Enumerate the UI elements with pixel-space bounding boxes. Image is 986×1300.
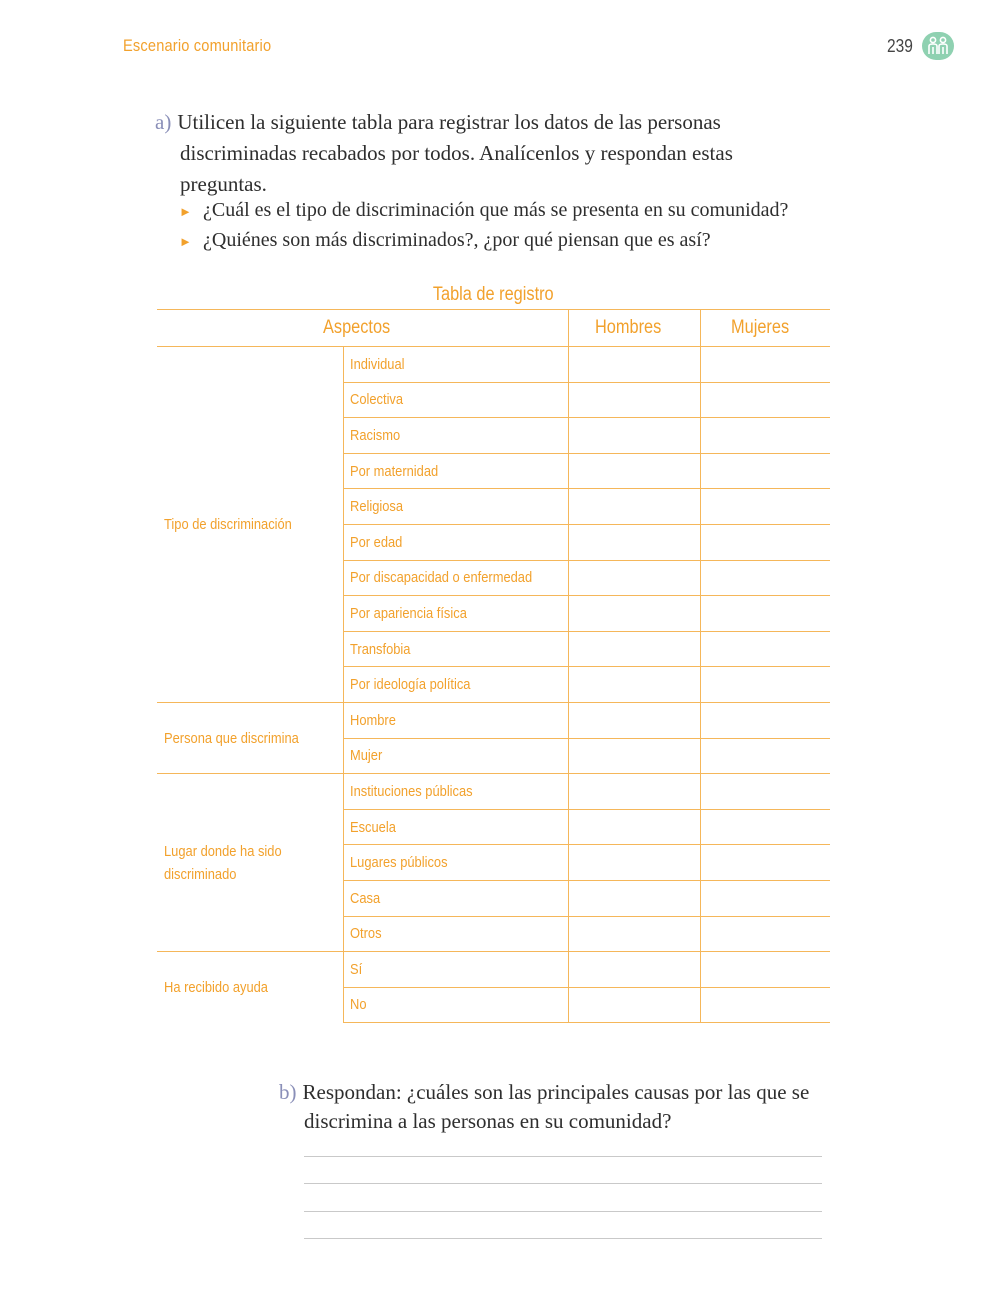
activity-b bbox=[279, 1078, 819, 1136]
people-icon bbox=[922, 32, 954, 60]
aspect-label: Colectiva bbox=[349, 391, 403, 409]
triangle-bullet-icon: ► bbox=[179, 234, 192, 249]
header-aspects: Aspectos bbox=[157, 310, 568, 347]
aspect-label: Lugares públicos bbox=[349, 854, 448, 872]
group-label-text: Tipo de discriminación bbox=[164, 515, 292, 533]
men-cell[interactable] bbox=[568, 916, 700, 952]
aspect-cell bbox=[343, 809, 568, 845]
question-list bbox=[179, 196, 788, 256]
men-cell[interactable] bbox=[568, 347, 700, 383]
aspect-label: Transfobia bbox=[349, 640, 410, 658]
aspect-cell bbox=[343, 418, 568, 454]
table-row bbox=[157, 952, 830, 988]
aspect-label: Casa bbox=[349, 889, 380, 907]
group-label bbox=[157, 952, 343, 1023]
section-title: Escenario comunitario bbox=[123, 36, 272, 55]
answer-line[interactable] bbox=[304, 1238, 822, 1239]
men-cell[interactable] bbox=[568, 418, 700, 454]
women-cell[interactable] bbox=[700, 596, 830, 632]
women-cell[interactable] bbox=[700, 382, 830, 418]
group-label-text: Persona que discrimina bbox=[164, 729, 299, 747]
table-caption-text: Tabla de registro bbox=[432, 284, 554, 305]
men-cell[interactable] bbox=[568, 631, 700, 667]
aspect-cell bbox=[343, 382, 568, 418]
question-text: ¿Quiénes son más discriminados?, ¿por qué piensan que es así? bbox=[203, 229, 711, 251]
men-cell[interactable] bbox=[568, 489, 700, 525]
group-label-text: Ha recibido ayuda bbox=[164, 978, 268, 996]
aspect-label: Por discapacidad o enfermedad bbox=[349, 569, 532, 587]
aspect-cell bbox=[343, 774, 568, 810]
activity-a-line: discriminadas recabados por todos. Analícenlos y respondan estas bbox=[180, 141, 733, 165]
women-cell[interactable] bbox=[700, 347, 830, 383]
aspect-label: Por apariencia física bbox=[349, 604, 467, 622]
women-cell[interactable] bbox=[700, 453, 830, 489]
women-cell[interactable] bbox=[700, 987, 830, 1023]
registration-table bbox=[157, 309, 830, 1023]
header-men: Hombres bbox=[568, 310, 700, 347]
activity-b-letter: b) bbox=[279, 1080, 297, 1104]
men-cell[interactable] bbox=[568, 453, 700, 489]
men-cell[interactable] bbox=[568, 774, 700, 810]
men-cell[interactable] bbox=[568, 809, 700, 845]
aspect-cell bbox=[343, 631, 568, 667]
aspect-label: Sí bbox=[349, 960, 362, 978]
question-text: ¿Cuál es el tipo de discriminación que más se presenta en su comunidad? bbox=[203, 199, 789, 221]
group-label bbox=[157, 702, 343, 773]
page-number: 239 bbox=[887, 36, 913, 56]
aspect-label: Instituciones públicas bbox=[349, 782, 473, 800]
aspect-cell bbox=[343, 524, 568, 560]
activity-a bbox=[155, 107, 795, 200]
activity-a-letter: a) bbox=[155, 110, 172, 134]
aspect-label: Escuela bbox=[349, 818, 396, 836]
aspect-cell bbox=[343, 916, 568, 952]
men-cell[interactable] bbox=[568, 560, 700, 596]
women-cell[interactable] bbox=[700, 489, 830, 525]
aspect-cell bbox=[343, 560, 568, 596]
aspect-label: No bbox=[349, 996, 367, 1014]
aspect-label: Por ideología política bbox=[349, 676, 470, 694]
aspect-cell bbox=[343, 845, 568, 881]
aspect-label: Otros bbox=[349, 925, 382, 943]
aspect-label: Mujer bbox=[349, 747, 382, 765]
women-cell[interactable] bbox=[700, 524, 830, 560]
aspect-cell bbox=[343, 347, 568, 383]
men-cell[interactable] bbox=[568, 702, 700, 738]
aspect-label: Por maternidad bbox=[349, 462, 438, 480]
aspect-cell bbox=[343, 489, 568, 525]
aspect-cell bbox=[343, 453, 568, 489]
women-cell[interactable] bbox=[700, 667, 830, 703]
men-cell[interactable] bbox=[568, 524, 700, 560]
women-cell[interactable] bbox=[700, 702, 830, 738]
table-header-row bbox=[157, 310, 830, 347]
aspect-cell bbox=[343, 880, 568, 916]
aspect-cell bbox=[343, 987, 568, 1023]
women-cell[interactable] bbox=[700, 952, 830, 988]
activity-a-line: Utilicen la siguiente tabla para registrar los datos de las personas bbox=[177, 110, 721, 134]
aspect-cell bbox=[343, 738, 568, 774]
activity-b-line: Respondan: ¿cuáles son las principales causas por las que se bbox=[302, 1080, 810, 1104]
table-caption bbox=[157, 284, 829, 306]
table-row bbox=[157, 347, 830, 383]
aspect-label: Racismo bbox=[349, 426, 400, 444]
aspect-cell bbox=[343, 952, 568, 988]
aspect-cell bbox=[343, 596, 568, 632]
table-row bbox=[157, 702, 830, 738]
triangle-bullet-icon: ► bbox=[179, 204, 192, 219]
men-cell[interactable] bbox=[568, 382, 700, 418]
group-label bbox=[157, 347, 343, 703]
aspect-cell bbox=[343, 702, 568, 738]
men-cell[interactable] bbox=[568, 845, 700, 881]
list-item bbox=[179, 196, 788, 226]
women-cell[interactable] bbox=[700, 560, 830, 596]
men-cell[interactable] bbox=[568, 880, 700, 916]
men-cell[interactable] bbox=[568, 738, 700, 774]
women-cell[interactable] bbox=[700, 774, 830, 810]
women-cell[interactable] bbox=[700, 631, 830, 667]
header-women: Mujeres bbox=[700, 310, 830, 347]
activity-a-line: preguntas. bbox=[180, 172, 267, 196]
group-label bbox=[157, 774, 343, 952]
men-cell[interactable] bbox=[568, 952, 700, 988]
aspect-label: Individual bbox=[349, 355, 405, 373]
women-cell[interactable] bbox=[700, 845, 830, 881]
aspect-label: Religiosa bbox=[349, 498, 403, 516]
aspect-label: Por edad bbox=[349, 533, 402, 551]
table-row bbox=[157, 774, 830, 810]
activity-b-line: discrimina a las personas en su comunidad? bbox=[304, 1109, 672, 1133]
women-cell[interactable] bbox=[700, 418, 830, 454]
men-cell[interactable] bbox=[568, 667, 700, 703]
list-item bbox=[179, 226, 788, 256]
group-label-text: discriminado bbox=[164, 865, 237, 883]
group-label-text: Lugar donde ha sido bbox=[164, 842, 282, 860]
answer-line[interactable] bbox=[304, 1183, 822, 1184]
women-cell[interactable] bbox=[700, 809, 830, 845]
aspect-cell bbox=[343, 667, 568, 703]
women-cell[interactable] bbox=[700, 880, 830, 916]
men-cell[interactable] bbox=[568, 596, 700, 632]
answer-line[interactable] bbox=[304, 1211, 822, 1212]
men-cell[interactable] bbox=[568, 987, 700, 1023]
aspect-label: Hombre bbox=[349, 711, 396, 729]
answer-line[interactable] bbox=[304, 1156, 822, 1157]
women-cell[interactable] bbox=[700, 738, 830, 774]
women-cell[interactable] bbox=[700, 916, 830, 952]
